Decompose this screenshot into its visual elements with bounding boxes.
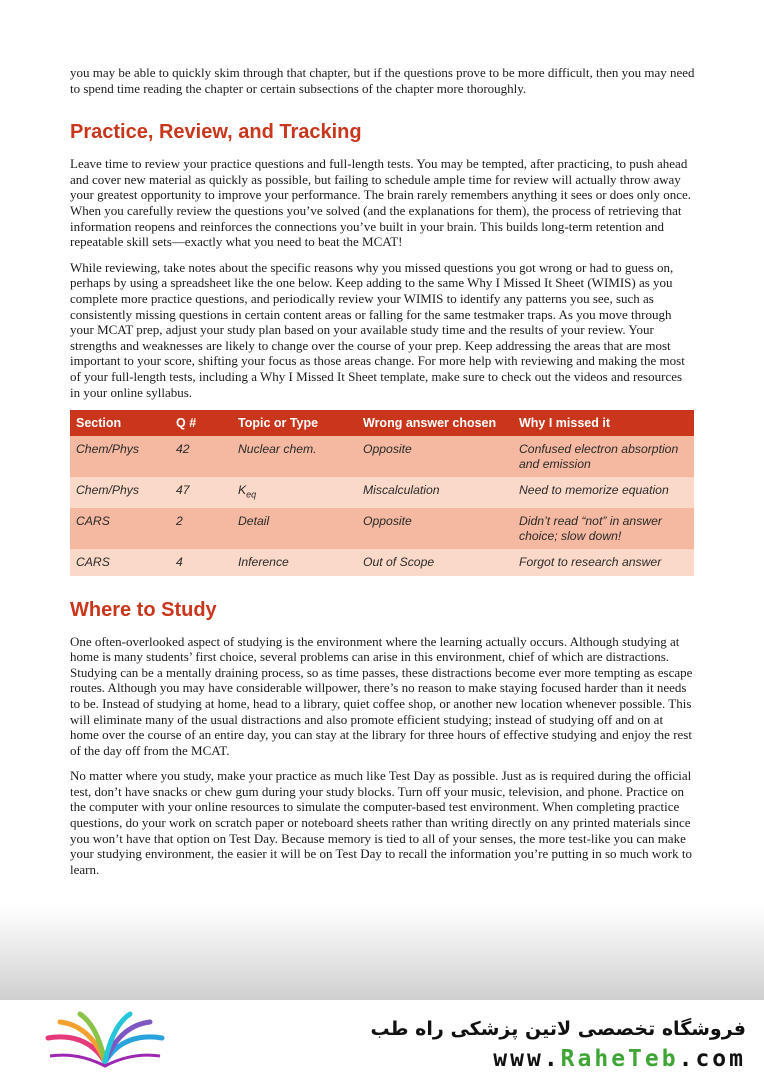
table-row [70, 436, 694, 477]
column-header-q: Q # [170, 410, 232, 436]
cell-why: Forgot to research answer [513, 549, 694, 576]
table-row [70, 477, 694, 508]
url-suffix: .com [678, 1046, 746, 1072]
cell-topic: Inference [232, 549, 357, 576]
url-prefix: www. [493, 1046, 561, 1072]
site-url[interactable] [493, 1046, 746, 1072]
table-row [70, 549, 694, 576]
study-paragraph-2: No matter where you study, make your practice as much like Test Day as possible. Just as is required during the official test, don’t have snacks or chew gum during your study blocks. Turn off your music, television, and phone. Practice on the computer with your online resources to simulate the computer-based test environment. When completing practice questions, do your work on scratch paper or noteboard sheets rather than writing directly on any printed materials since you won’t have that option on Test Day. Because memory is tied to all of your senses, the more test-like you can make your studying environment, the easier it will be on Test Day to recall the information you’re putting in so much work to learn. [70, 768, 693, 877]
wimis-table [70, 410, 694, 575]
cell-wrong-answer: Opposite [357, 436, 513, 477]
cell-q: 4 [170, 549, 232, 576]
cell-q: 2 [170, 508, 232, 549]
cell-q: 47 [170, 477, 232, 508]
cell-why: Need to memorize equation [513, 477, 694, 508]
cell-section: Chem/Phys [70, 477, 170, 508]
cell-topic: Nuclear chem. [232, 436, 357, 477]
cell-wrong-answer: Opposite [357, 508, 513, 549]
intro-paragraph: you may be able to quickly skim through that chapter, but if the questions prove to be more difficult, then you may need to spend time reading the chapter or certain subsections of the chapter more thoroughly. [70, 65, 695, 96]
practice-paragraph-1: Leave time to review your practice questions and full-length tests. You may be tempted, after practicing, to push ahead and cover new material as quickly as possible, but failing to schedule ample time for review will actually throw away your greatest opportunity to improve your performance. The brain rarely remembers anything it sees or does only once. When you carefully review the questions you’ve solved (and the explanations for them), the process of retrieving that information reopens and reinforces the connections you’ve built in your brain. This builds long-term retention and repeatable skill sets—exactly what you need to beat the MCAT! [70, 156, 692, 250]
practice-paragraph-2: While reviewing, take notes about the specific reasons why you missed questions you got wrong or had to guess on, perhaps by using a spreadsheet like the one below. Keep adding to the same Why I Missed It Sheet (WIMIS) as you complete more practice questions, and periodically review your WIMIS to identify any patterns you see, such as consistently missing questions in certain content areas or falling for the same testmaker traps. As you move through your MCAT prep, adjust your study plan based on your available study time and the results of your review. Your strengths and weaknesses are likely to change over the course of your prep. Keep addressing the areas that are most important to your score, shifting your focus as those areas change. For more help with reviewing and making the most of your full-length tests, including a Why I Missed It Sheet template, make sure to check out the videos and resources in your online syllabus. [70, 259, 685, 400]
column-header-wrong-answer: Wrong answer chosen [357, 410, 513, 436]
section-heading-practice: Practice, Review, and Tracking [70, 121, 362, 144]
column-header-topic: Topic or Type [232, 410, 357, 436]
url-brand: RaheTeb [560, 1046, 679, 1072]
cell-topic: Detail [232, 508, 357, 549]
cell-section: CARS [70, 508, 170, 549]
cell-topic [232, 477, 357, 508]
study-paragraph-1: One often-overlooked aspect of studying is the environment where the learning actually occurs. Although studying at home is many students’ first choice, several problems can arise in this environment, chief of which are distractions. Studying can be a mentally draining process, so as time passes, these distractions become ever more tempting as escape routes. Although you may have considerable willpower, there’s no reason to make staying focused harder than it needs to be. Instead of studying at home, head to a library, quiet coffee shop, or another new location whenever possible. This will eliminate many of the usual distractions and also promote efficient studying; instead of studying off and on at home over the course of an entire day, you can stay at the library for three hours of effective studying and enjoy the rest of the day off from the MCAT. [70, 633, 693, 758]
page-content [70, 65, 695, 887]
table-row [70, 508, 694, 549]
cell-why: Didn’t read “not” in answer choice; slow down! [513, 508, 694, 549]
cell-section: Chem/Phys [70, 436, 170, 477]
cell-section: CARS [70, 549, 170, 576]
watermark-footer [0, 1000, 764, 1080]
open-book-icon [40, 1010, 170, 1072]
cell-wrong-answer: Miscalculation [357, 477, 513, 508]
cell-wrong-answer: Out of Scope [357, 549, 513, 576]
column-header-section: Section [70, 410, 170, 436]
column-header-why: Why I missed it [513, 410, 694, 436]
page-bottom-shadow [0, 905, 764, 1000]
table-header-row [70, 410, 694, 436]
section-heading-where-to-study: Where to Study [70, 598, 217, 621]
shop-name: فروشگاه تخصصی لاتین پزشکی راه طب [370, 1018, 746, 1040]
cell-why: Confused electron absorption and emission [513, 436, 694, 477]
cell-q: 42 [170, 436, 232, 477]
cell-topic-main: K [238, 483, 247, 498]
cell-topic-subscript: eq [246, 489, 257, 500]
